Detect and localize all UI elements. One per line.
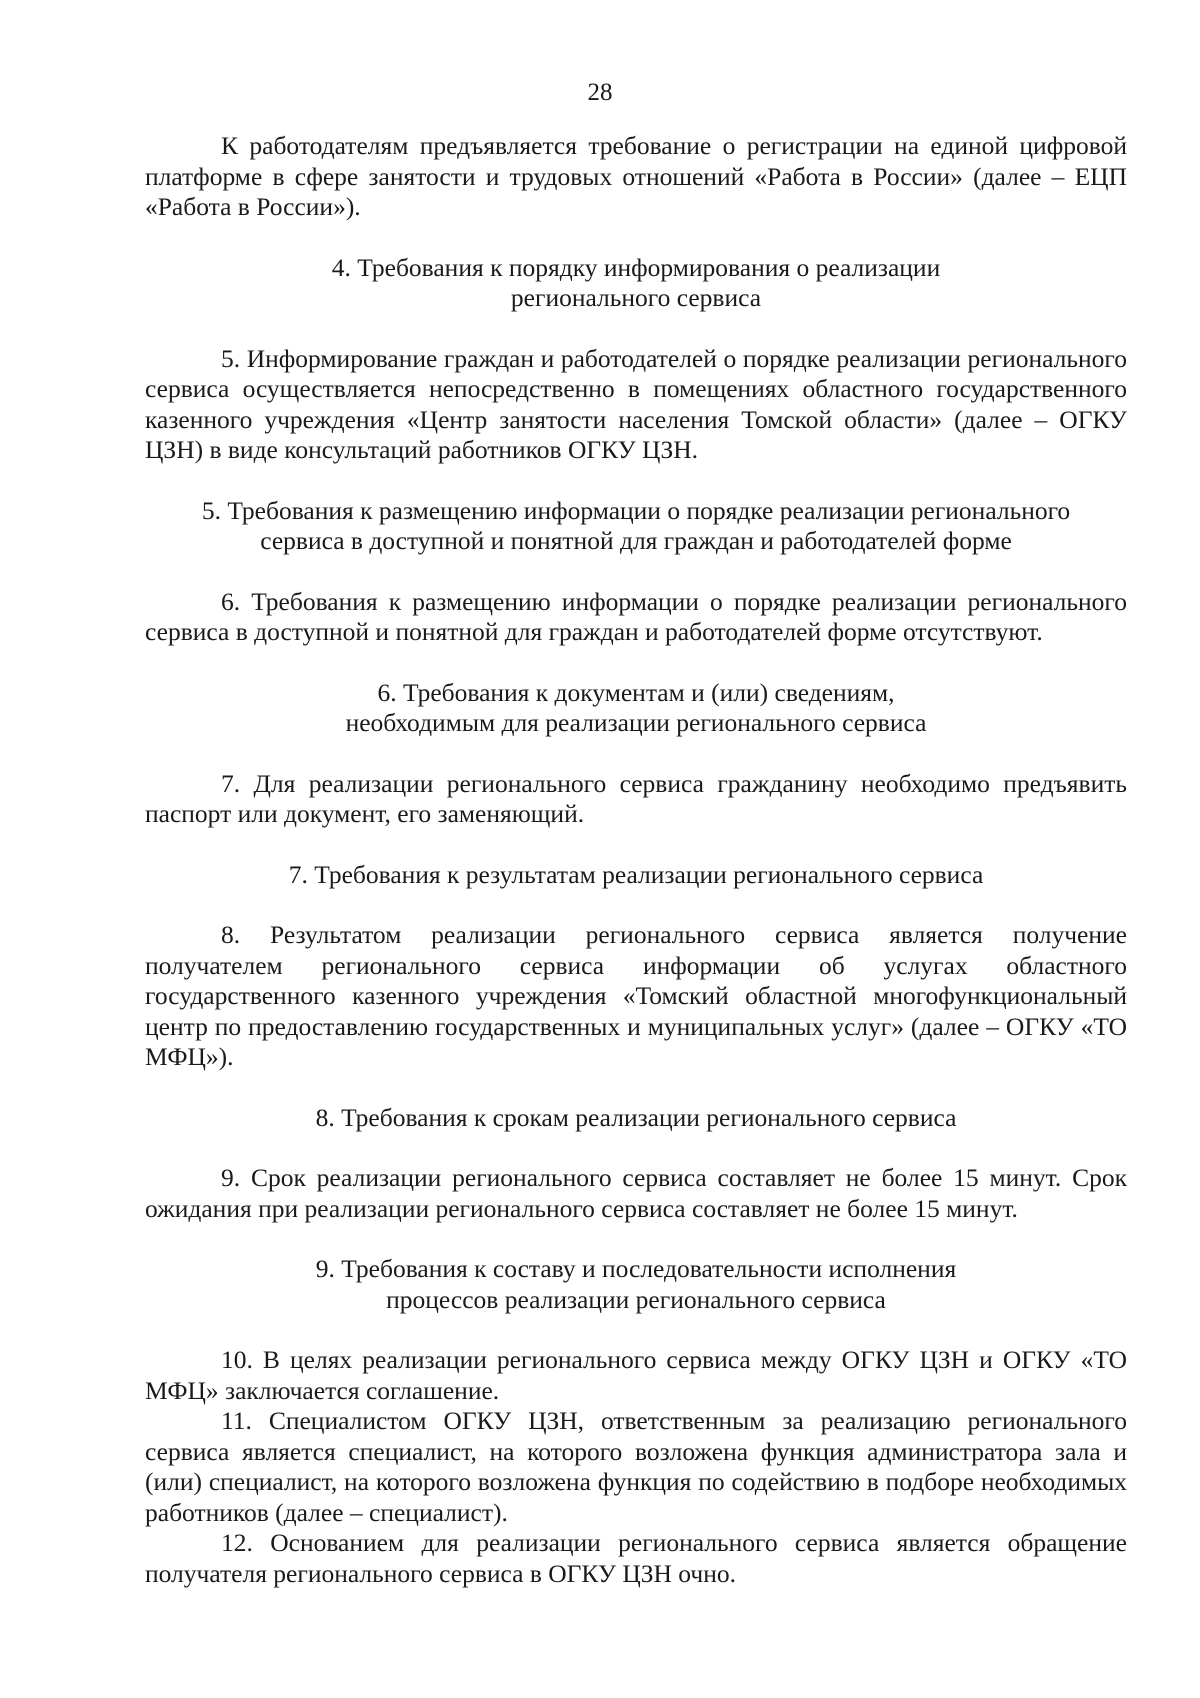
document-body: [145, 131, 1127, 1589]
section-heading-5: [145, 496, 1127, 557]
paragraph-employers-registration: К работодателям предъявляется требование о регистрации на единой цифровой платформе в сфере занятости и трудовых отношений «Работа в России» (далее – ЕЦП «Работа в России»).: [145, 131, 1127, 221]
section-heading-7-line1: 7. Требования к результатам реализации регионального сервиса: [288, 859, 984, 889]
section-heading-9: [145, 1254, 1127, 1315]
paragraph-11: 11. Специалистом ОГКУ ЦЗН, ответственным за реализацию регионального сервиса является специалист, на которого возложена функция администратора зала и (или) специалист, на которого возложена функция по содействию в подборе необходимых работников (далее – специалист).: [145, 1406, 1127, 1527]
section-heading-6: [145, 678, 1127, 739]
paragraph-9: 9. Срок реализации регионального сервиса составляет не более 15 минут. Срок ожидания при реализации регионального сервиса составляет не более 15 минут.: [145, 1163, 1127, 1223]
section-heading-9-line2: процессов реализации регионального сервиса: [386, 1284, 886, 1314]
section-heading-9-line1: 9. Требования к составу и последовательности исполнения: [315, 1254, 957, 1283]
section-heading-6-line1: 6. Требования к документам и (или) сведениям,: [377, 677, 895, 707]
paragraph-12: 12. Основанием для реализации регионального сервиса является обращение получателя регионального сервиса в ОГКУ ЦЗН очно.: [145, 1528, 1127, 1588]
paragraph-6: 6. Требования к размещению информации о порядке реализации регионального сервиса в доступной и понятной для граждан и работодателей форме отсутствуют.: [145, 586, 1127, 646]
section-heading-4-line2: регионального сервиса: [510, 283, 762, 312]
section-heading-8-line1: 8. Требования к срокам реализации регионального сервиса: [315, 1102, 957, 1132]
paragraph-7: 7. Для реализации регионального сервиса гражданину необходимо предъявить паспорт или документ, его заменяющий.: [145, 768, 1127, 828]
paragraph-10: 10. В целях реализации регионального сервиса между ОГКУ ЦЗН и ОГКУ «ТО МФЦ» заключается соглашение.: [145, 1345, 1127, 1405]
page-number: 28: [587, 79, 613, 106]
section-heading-4-line1: 4. Требования к порядку информирования о реализации: [331, 252, 941, 282]
paragraph-5: 5. Информирование граждан и работодателей о порядке реализации регионального сервиса осуществляется непосредственно в помещениях областного государственного казенного учреждения «Центр занятости населения Томской области» (далее – ОГКУ ЦЗН) в виде консультаций работников ОГКУ ЦЗН.: [145, 343, 1127, 464]
section-heading-7: [145, 860, 1127, 891]
paragraph-8: 8. Результатом реализации регионального сервиса является получение получателем регионального сервиса информации об услугах областного государственного казенного учреждения «Томский областной многофункциональный центр по предоставлению государственных и муниципальных услуг» (далее – ОГКУ «ТО МФЦ»).: [145, 920, 1127, 1071]
section-heading-8: [145, 1103, 1127, 1134]
section-heading-6-line2: необходимым для реализации регионального сервиса: [345, 708, 927, 737]
section-heading-4: [145, 253, 1127, 314]
section-heading-5-line1: 5. Требования к размещению информации о порядке реализации регионального: [201, 495, 1071, 525]
section-heading-5-line2: сервиса в доступной и понятной для граждан и работодателей форме: [260, 526, 1012, 555]
